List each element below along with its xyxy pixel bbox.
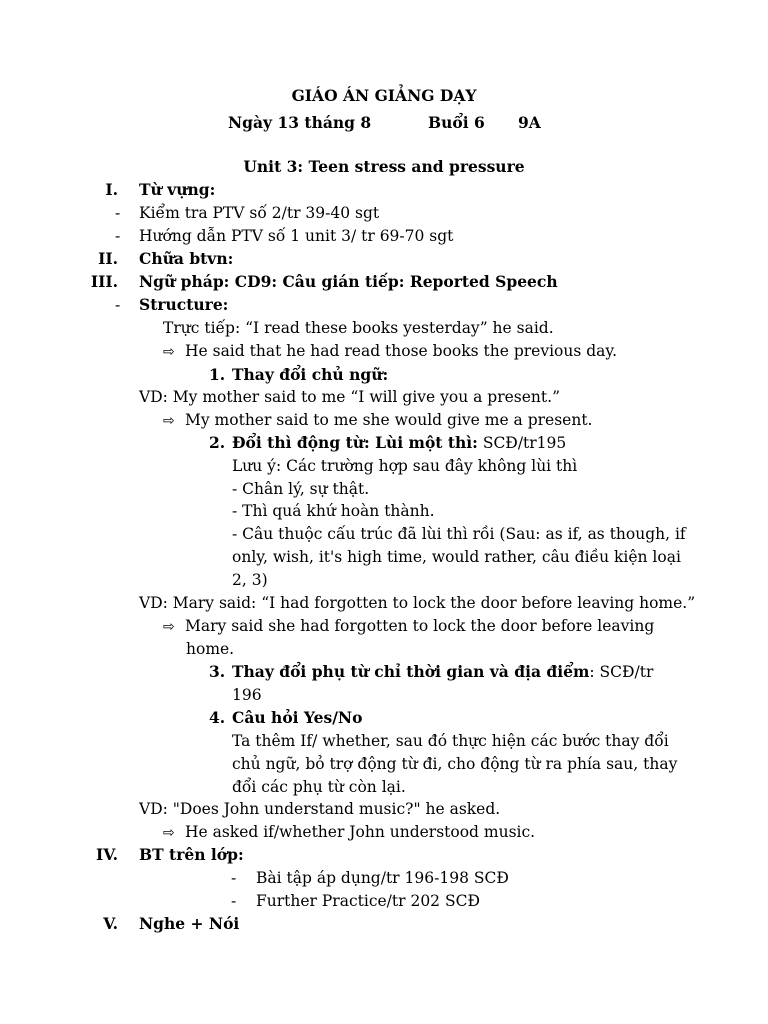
point-title: Thay đổi chủ ngữ: (232, 365, 389, 384)
section-title-part: : CD9: Câu gián tiếp: Reported Speech (223, 272, 558, 291)
note-line: - Chân lý, sự thật. (232, 480, 370, 498)
page-title: GIÁO ÁN GIẢNG DẠY (291, 86, 477, 105)
point-title: Câu hỏi Yes/No (232, 708, 363, 727)
unit-title: Unit 3: Teen stress and pressure (243, 157, 525, 176)
section-title: BT trên lớp: (139, 845, 244, 864)
direct-example: Trực tiếp: “I read these books yesterday” he said. (163, 319, 554, 337)
section-number: V. (103, 914, 118, 933)
indirect-example (163, 341, 617, 362)
point-text: chủ ngữ, bỏ trợ động từ đi, cho động từ ra phía sau, thay (232, 755, 678, 773)
point-number: 3. (209, 662, 226, 681)
point-title-bold: Đổi thì động từ: Lùi một thì: (232, 433, 478, 452)
section-number: I. (105, 180, 118, 199)
point-title (232, 662, 653, 682)
list-item: Bài tập áp dụng/tr 196-198 SCĐ (256, 869, 509, 887)
note-line: - Thì quá khứ hoàn thành. (232, 502, 435, 520)
point-ref: SCĐ/tr195 (477, 434, 567, 452)
point-ref: : SCĐ/tr (589, 663, 654, 681)
example-answer (163, 410, 593, 431)
point-ref-cont: 196 (232, 686, 262, 704)
list-item: Further Practice/tr 202 SCĐ (256, 892, 480, 910)
section-number: III. (90, 272, 118, 291)
point-number: 4. (209, 708, 226, 727)
arrow-icon: ⇨ (163, 825, 175, 841)
answer-text: Mary said she had forgotten to lock the door before leaving (185, 617, 655, 635)
answer-text: My mother said to me she would give me a present. (185, 411, 593, 429)
section-number: II. (98, 249, 118, 268)
list-item: Hướng dẫn PTV số 1 unit 3/ tr 69-70 sgt (139, 227, 454, 245)
bullet-dash: - (115, 227, 121, 245)
section-number: IV. (96, 845, 118, 864)
point-text: Ta thêm If/ whether, sau đó thực hiện các bước thay đổi (232, 732, 669, 750)
example: VD: "Does John understand music?" he asked. (139, 800, 501, 818)
point-number: 2. (209, 433, 226, 452)
bullet-dash: - (231, 892, 237, 910)
section-title (139, 272, 558, 292)
example: VD: My mother said to me “I will give you a present.” (139, 388, 560, 406)
point-title (232, 433, 566, 453)
section-title: Nghe + Nói (139, 914, 240, 933)
bullet-dash: - (115, 204, 121, 222)
lesson-class: 9A (518, 113, 541, 132)
section-title: Chữa btvn: (139, 249, 234, 268)
note-line: 2, 3) (232, 571, 268, 589)
example: VD: Mary said: “I had forgotten to lock the door before leaving home.” (139, 594, 696, 612)
lesson-session: Buổi 6 (428, 113, 485, 132)
note-line: only, wish, it's high time, would rather, câu điều kiện loại (232, 548, 681, 566)
example-answer-cont: home. (186, 640, 235, 658)
note-line: Lưu ý: Các trường hợp sau đây không lùi thì (232, 457, 578, 475)
point-title-bold: Thay đổi phụ từ chỉ thời gian và địa điểm (232, 662, 590, 681)
arrow-icon: ⇨ (163, 344, 175, 360)
example-answer (163, 616, 654, 637)
section-title-part: Ngữ pháp (139, 272, 224, 291)
bullet-dash: - (231, 869, 237, 887)
arrow-icon: ⇨ (163, 619, 175, 635)
list-item: Kiểm tra PTV số 2/tr 39-40 sgt (139, 204, 380, 222)
indirect-text: He said that he had read those books the previous day. (185, 342, 618, 360)
answer-text: He asked if/whether John understood music. (185, 823, 536, 841)
structure-label: Structure: (139, 295, 229, 314)
example-answer (163, 822, 535, 843)
note-line: - Câu thuộc cấu trúc đã lùi thì rồi (Sau: as if, as though, if (232, 525, 686, 543)
bullet-dash: - (115, 296, 121, 314)
point-number: 1. (209, 365, 226, 384)
arrow-icon: ⇨ (163, 413, 175, 429)
point-text: đổi các phụ từ còn lại. (232, 778, 406, 796)
lesson-date: Ngày 13 tháng 8 (228, 113, 372, 132)
section-title: Từ vựng: (139, 180, 216, 199)
